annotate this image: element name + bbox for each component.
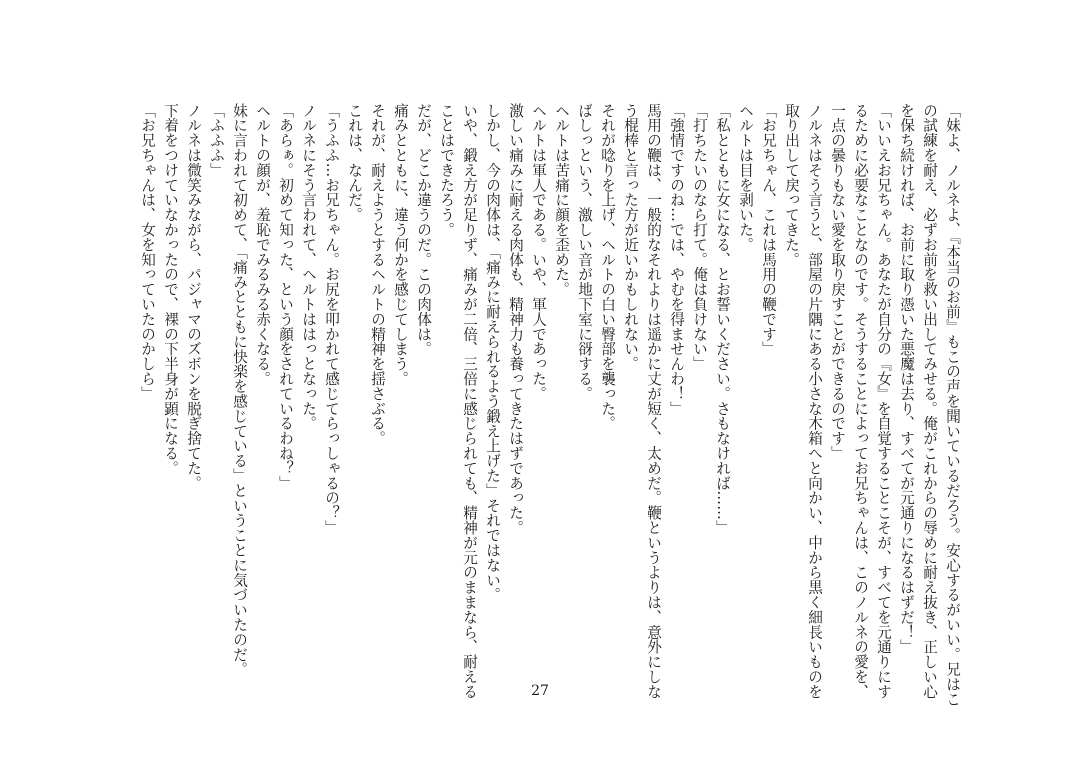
text-line: 「お兄ちゃん、これは馬用の鞭です」 bbox=[760, 103, 777, 357]
text-line: 一点の曇りもない愛を取り戻すことができるのです」 bbox=[829, 103, 846, 461]
text-line: だが、どこか違うのだ。この肉体は。 bbox=[415, 103, 432, 357]
text-line: ノルネにそう言われて、ヘルトははっとなった。 bbox=[300, 103, 317, 431]
text-line: 「うふふ…お兄ちゃん。お尻を叩かれて感じてらっしゃるの？」 bbox=[323, 103, 340, 536]
text-line: の試練を耐え、必ずお前を救い出してみせる。俺がこれからの辱めに耐え抜き、正しい心 bbox=[921, 103, 938, 699]
text-line: を保ち続ければ、お前に取り憑いた悪魔は去り、すべてが元通りになるはずだ！」 bbox=[898, 103, 915, 655]
text-line: 「打ちたいのなら打て。俺は負けない」 bbox=[691, 103, 708, 372]
text-line: 激しい痛みに耐える肉体も、精神力も養ってきたはずであった。 bbox=[507, 103, 524, 536]
text-line: 下着をつけていなかったので、裸の下半身が顕になる。 bbox=[162, 103, 179, 476]
text-line: いや、鍛え方が足りず、痛みが二倍、三倍に感じられても、精神が元のままなら、耐える bbox=[461, 103, 478, 699]
text-line: 「お兄ちゃんは、女を知っていたのかしら」 bbox=[139, 103, 156, 401]
text-line: 「私とともに女になる、とお誓いください。さもなければ……」 bbox=[714, 103, 731, 536]
text-line: それが唸りを上げ、ヘルトの白い臀部を襲った。 bbox=[599, 103, 616, 431]
page-number: 27 bbox=[531, 683, 549, 699]
text-line: それが、耐えようとするヘルトの精神を揺さぶる。 bbox=[369, 103, 386, 446]
text-line: 痛みとともに、違う何かを感じてしまう。 bbox=[392, 103, 409, 387]
text-line: う棍棒と言った方が近いかもしれない。 bbox=[622, 103, 639, 372]
text-line: 馬用の鞭は、一般的なそれよりは遥かに丈が短く、太めだ。鞭というよりは、意外にしな bbox=[645, 103, 662, 699]
text-line: ヘルトの顔が、羞恥でみるみる赤くなる。 bbox=[254, 103, 271, 387]
text-line: 「ふふふ」 bbox=[208, 103, 225, 178]
text-line: るために必要なことなのです。そうすることによってお兄ちゃんは、このノルネの愛を、 bbox=[852, 103, 869, 699]
text-line: ヘルトは目を剥いた。 bbox=[737, 103, 754, 252]
text-line: ノルネはそう言うと、部屋の片隅にある小さな木箱へと向かい、中から黒く細長いものを bbox=[806, 103, 823, 699]
text-line: 「いいえお兄ちゃん。あなたが自分の『女』を自覚することこそが、すべてを元通りにす bbox=[875, 103, 892, 699]
text-line: ばしっという、激しい音が地下室に谺する。 bbox=[576, 103, 593, 401]
text-line: ノルネは微笑みながら、パジャマのズボンを脱ぎ捨てた。 bbox=[185, 103, 202, 491]
text-line: 「妹よ、ノルネよ、『本当のお前』もこの声を聞いているだろう。安心するがいい。兄はこ bbox=[944, 103, 961, 707]
text-line: 「あらぁ。初めて知った、という顔をされているわね？」 bbox=[277, 103, 294, 491]
text-line: ことはできたろう。 bbox=[438, 103, 455, 238]
text-line: 「強情ですのね…では、やむを得ませんわ！」 bbox=[668, 103, 685, 416]
text-line: しかし、今の肉体は、「痛みに耐えられるよう鍛え上げた」それではない。 bbox=[484, 103, 501, 603]
text-line: ヘルトは軍人である。いや、軍人であった。 bbox=[530, 103, 547, 401]
text-line: 妹に言われて初めて、「痛みとともに快楽を感じている」ということに気づいたのだ。 bbox=[231, 103, 248, 677]
text-line: ヘルトは苦痛に顔を歪めた。 bbox=[553, 103, 570, 297]
text-line: 取り出して戻ってきた。 bbox=[783, 103, 800, 267]
text-line: これは、なんだ。 bbox=[346, 103, 363, 223]
